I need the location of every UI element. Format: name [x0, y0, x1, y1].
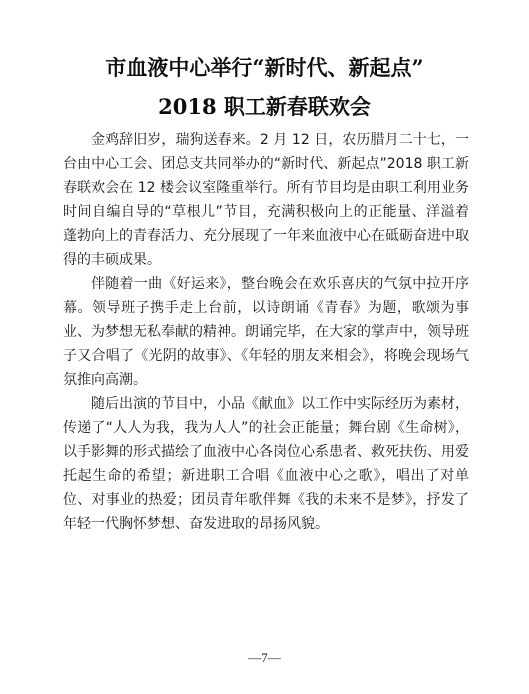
article-title-line-1: 市血液中心举行“新时代、新起点” — [105, 55, 424, 80]
article-title-line-2: 2018 职工新春联欢会 — [158, 94, 371, 119]
page-number: —7— — [248, 650, 281, 665]
paragraph-1: 金鸡辞旧岁，瑞狗送春来。2 月 12 日，农历腊月二十七，一台由中心工会、团总支共同举办的“新时代、新起点”2018 职工新春联欢会在 12 楼会议室隆重举行。所有节目均是由职工利用业务时间自编自导的“草根儿”节目，充满积极向上的正能量、洋溢着蓬勃向上的青春活力、充分展现了一年来血液中心在砥砺奋进中取得的丰硕成果。 — [63, 132, 469, 268]
article-body — [63, 128, 469, 536]
paragraph-2: 伴随着一曲《好运来》，整台晚会在欢乐喜庆的气氛中拉开序幕。领导班子携手走上台前，以诗朗诵《青春》为题，歌颂为事业、为梦想无私奉献的精神。朗诵完毕，在大家的掌声中，领导班子又合唱了《光阴的故事》、《年轻的朋友来相会》，将晚会现场气氛推向高潮。 — [63, 276, 469, 388]
paragraph-3: 随后出演的节目中，小品《献血》以工作中实际经历为素材，传递了“人人为我，我为人人”的社会正能量；舞台剧《生命树》，以手影舞的形式描绘了血液中心各岗位心系患者、救死扶伤、用爱托起生命的希望；新进职工合唱《血液中心之歌》，唱出了对单位、对事业的热爱；团员青年歌伴舞《我的未来不是梦》，抒发了年轻一代胸怀梦想、奋发进取的昂扬风貌。 — [63, 396, 469, 532]
